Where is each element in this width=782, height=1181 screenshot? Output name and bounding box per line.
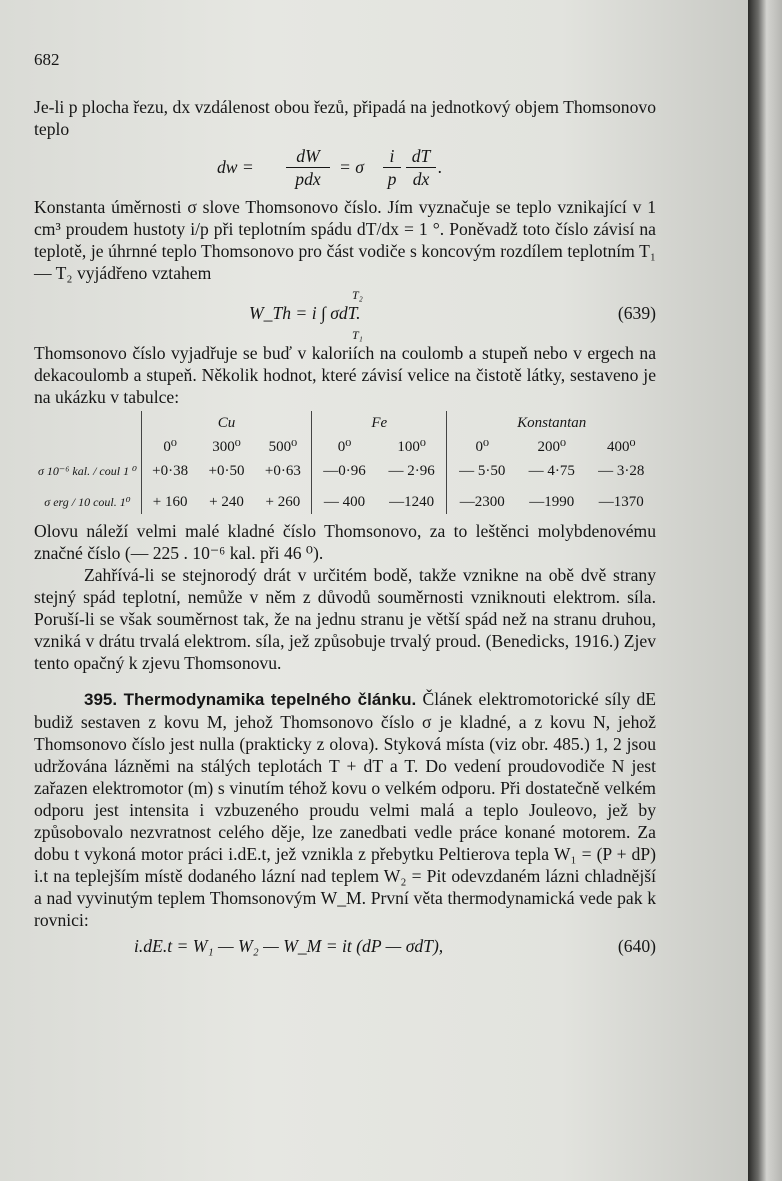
book-spine: [748, 0, 782, 1181]
table-cell: — 3·28: [598, 463, 645, 479]
paragraph-6-text: Článek elektromotorické síly dE budiž sestaven z kovu M, jehož Thomsonovo číslo σ je kladné, a z kovu N, jehož Thomsonovo číslo jest nulla (prakticky z olova). Styková místa (viz obr. 485.) 1, 2 jsou udržována lázněmi na stálých teplotách T + dT a T. Do vedení proudovodiče N jest zařazen elektromotor (m) s vinutím téhož kovu o velkém odporu. Při dostatečně velkém odporu jest intensita i vzbuzeného proudu velmi malá a teplo Jouleovo, jež by způsobovalo nezvratnost celého děje, lze zanedbati vedle práce konané motorem. Za dobu t vykoná motor práci i.dE.t, jež vznikla z přebytku Peltierova tepla W₁ = (P + dP) i.t na teplejším místě dodaného lázní nad teplem W₂ = Pit odevzdaném lázni chladnější a nad vyvinutým teplem Thomsonovým W_M. První věta thermodynamická vede pak k rovnici:: [34, 689, 657, 930]
table-cell: + 240: [209, 494, 244, 510]
table-cell: —1240: [389, 494, 435, 510]
table-cell: — 4·75: [528, 463, 575, 479]
eq640-formula: i.dE.t = W₁ — W₂ — W_M = it (dP — σdT),: [134, 936, 444, 956]
page-number: 682: [34, 50, 60, 69]
table-cell: +0·38: [141, 459, 198, 483]
table-temp: 400⁰: [606, 439, 636, 455]
eq639-number: (639): [617, 303, 656, 323]
paragraph-2: Konstanta úměrnosti σ slove Thomsonovo číslo. Jím vyznačuje se teplo vznikající v 1 cm³ proudem hustoty i/p při teplotním spádu dT/dx = 1 °. Poněvadž toto číslo závisí na teplotě, je úhrnné teplo Thomsonovo pro část vodiče s koncovým rozdílem teplotním T₁ — T₂ vyjádřeno vztahem: [34, 197, 656, 283]
table-metal-cu: Cu: [141, 411, 311, 435]
eq1-mid: = σ: [339, 157, 364, 177]
eq1-end: .: [438, 157, 443, 177]
eq639-formula: W_Th = i ∫ σdT.: [249, 303, 361, 323]
table-row2-label: σ erg / 10 coul. 1⁰: [44, 495, 131, 509]
table-cell: + 260: [265, 494, 301, 510]
eq1-num2: i: [389, 146, 395, 166]
section-heading: 395. Thermodynamika tepelného článku.: [84, 690, 417, 709]
paragraph-4: Olovu náleží velmi malé kladné číslo Thomsonovo, za to leštěnci molybdenovému značné číslo (— 225 . 10⁻⁶ kal. při 46 ⁰).: [34, 521, 656, 563]
equation-639: [34, 286, 656, 340]
table-temp: 500⁰: [268, 439, 298, 455]
table-metal-konstantan: Konstantan: [447, 411, 656, 435]
table-row1-label: σ 10⁻⁶ kal. / coul 1 ⁰: [38, 464, 137, 478]
page-body: [34, 50, 656, 961]
table-cell: —1370: [598, 494, 644, 510]
table-temp: 0⁰: [447, 435, 517, 459]
equation-thomson-heat: [34, 142, 656, 194]
table-cell: —1990: [529, 494, 575, 510]
paragraph-6: [34, 688, 656, 931]
table-cell: +0·63: [264, 463, 301, 479]
paragraph-1: Je-li p plocha řezu, dx vzdálenost obou řezů, připadá na jednotkový objem Thomsonovo teplo: [34, 97, 656, 139]
eq1-den2: p: [383, 167, 401, 190]
eq1-num3: dT: [411, 146, 431, 166]
eq1-frac-dTdx: [406, 145, 436, 190]
eq1-den3: dx: [406, 167, 436, 190]
eq1-lhs: dw =: [217, 157, 254, 177]
eq1-den1: pdx: [286, 167, 330, 190]
table-temp: 300⁰: [212, 439, 241, 455]
table-metal-fe: Fe: [312, 411, 447, 435]
table-temp: 0⁰: [141, 435, 198, 459]
table-cell: —2300: [447, 483, 517, 514]
table-cell: —0·96: [312, 459, 377, 483]
table-cell: — 5·50: [447, 459, 517, 483]
eq1-frac-ip: [383, 145, 401, 190]
table-cell: — 2·96: [388, 463, 435, 479]
eq640-number: (640): [617, 936, 656, 956]
paragraph-3: Thomsonovo číslo vyjadřuje se buď v kaloriích na coulomb a stupeň nebo v ergech na dekacoulomb a stupeň. Několik hodnot, které závisí velice na čistotě látky, sestaveno je na ukázku v tabulce:: [34, 343, 656, 407]
table-cell: + 160: [141, 483, 198, 514]
table-cell: — 400: [312, 483, 377, 514]
eq639-upper: T₂: [352, 288, 363, 302]
paragraph-5: Zahřívá-li se stejnorodý drát v určitém bodě, takže vznikne na obě dvě strany stejný spád teplotní, nemůže v něm z důvodů souměrnosti vzniknouti elektrom. síla. Poruší-li se však souměrnost tak, že na jednu stranu je větší spád než na stranu druhou, vzniká v drátu trvalá elektrom. síla, jež způsobuje trvalý proud. (Benedicks, 1916.) Zjev tento opačný k zjevu Thomsonovu.: [34, 565, 656, 673]
table-cell: +0·50: [208, 463, 245, 479]
table-temp: 0⁰: [312, 435, 377, 459]
table-temp: 200⁰: [537, 439, 567, 455]
equation-640: [34, 933, 656, 959]
table-temp: 100⁰: [397, 439, 426, 455]
eq639-lower: T₁: [352, 328, 363, 342]
eq1-num1: dW: [296, 146, 320, 166]
eq1-frac-dW: [286, 145, 330, 190]
thomson-table: [34, 411, 656, 514]
